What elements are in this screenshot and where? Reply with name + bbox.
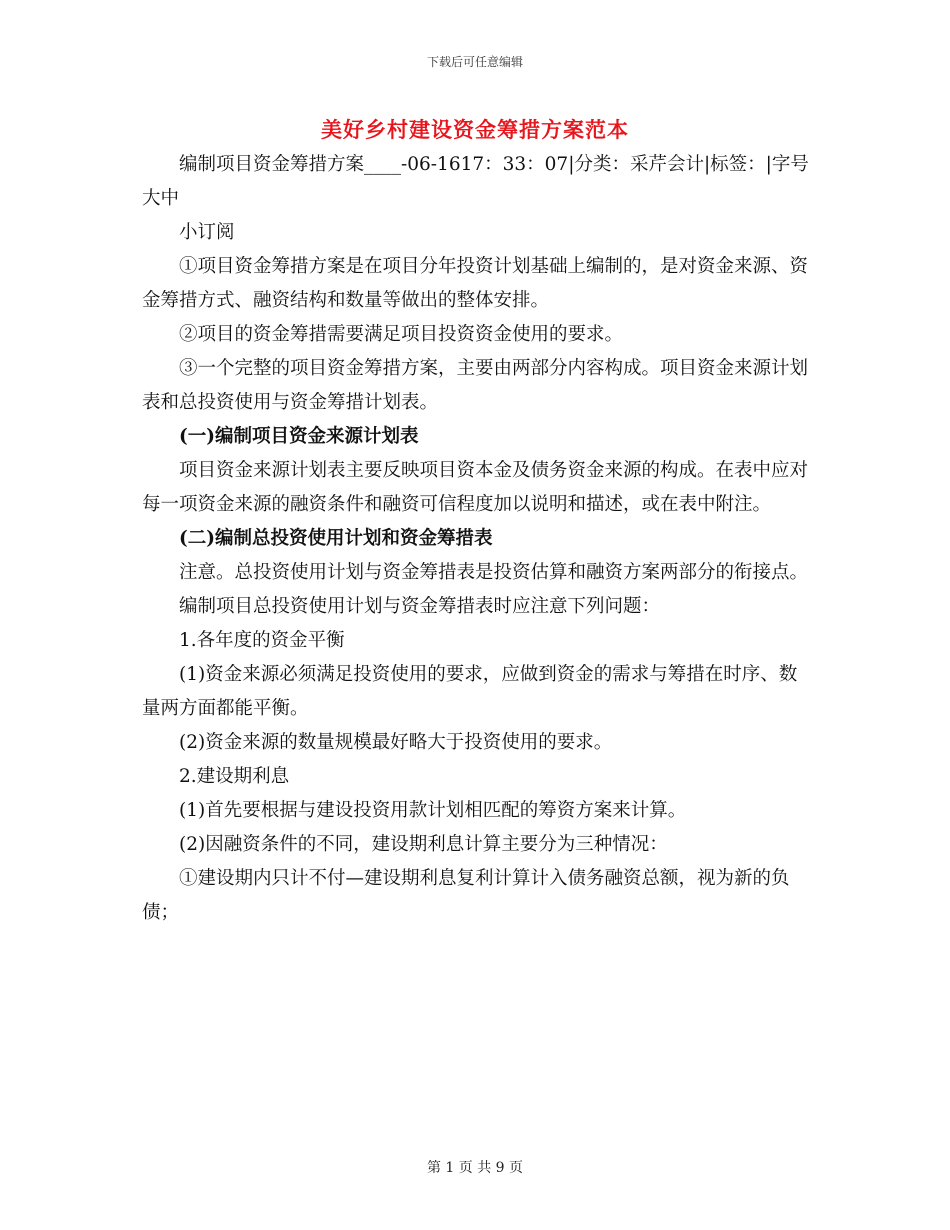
paragraph: ②项目的资金筹措需要满足项目投资资金使用的要求。: [179, 324, 624, 345]
list-item: (2)因融资条件的不同，建设期利息计算主要分为三种情况：: [179, 834, 668, 855]
list-heading: 2.建设期利息: [179, 766, 290, 787]
list-item: (1)资金来源必须满足投资使用的要求，应做到资金的需求与筹措在时序、数量两方面都能平衡。: [142, 664, 798, 719]
section-heading: (一)编制项目资金来源计划表: [179, 426, 419, 447]
paragraph: 编制项目总投资使用计划与资金筹措表时应注意下列问题：: [179, 596, 661, 617]
document-body: [142, 148, 810, 930]
paragraph: 项目资金来源计划表主要反映项目资本金及债务资金来源的构成。在表中应对每一项资金来源的融资条件和融资可信程度加以说明和描述，或在表中附注。: [142, 460, 809, 515]
list-item: (2)资金来源的数量规模最好略大于投资使用的要求。: [179, 732, 613, 753]
paragraph: 注意。总投资使用计划与资金筹措表是投资估算和融资方案两部分的衔接点。: [179, 562, 809, 583]
paragraph-subscribe: 小订阅: [179, 222, 235, 243]
document-title: 美好乡村建设资金筹措方案范本: [321, 117, 629, 142]
paragraph: ①项目资金筹措方案是在项目分年投资计划基础上编制的，是对资金来源、资金筹措方式、融资结构和数量等做出的整体安排。: [142, 256, 809, 311]
list-heading: 1.各年度的资金平衡: [179, 630, 345, 651]
paragraph: ③一个完整的项目资金筹措方案，主要由两部分内容构成。项目资金来源计划表和总投资使用与资金筹措计划表。: [142, 358, 809, 413]
section-heading: (二)编制总投资使用计划和资金筹措表: [179, 528, 493, 549]
list-item: (1)首先要根据与建设投资用款计划相匹配的筹资方案来计算。: [179, 800, 687, 821]
page-header: 下载后可任意编辑: [426, 55, 523, 69]
paragraph-meta: 编制项目资金筹措方案____-06-1617：33：07|分类：采芹会计|标签：|字号大中: [142, 154, 809, 209]
list-item: ①建设期内只计不付—建设期利息复利计算计入债务融资总额，视为新的负债；: [142, 868, 790, 923]
page-footer: 第 1 页 共 9 页: [426, 1160, 524, 1176]
